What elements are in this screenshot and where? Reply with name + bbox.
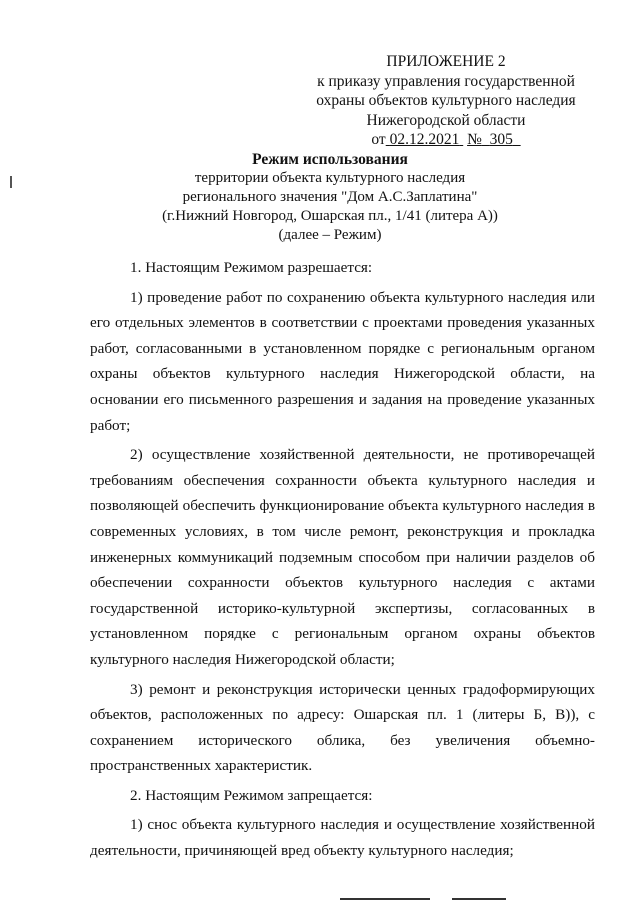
footer-rule-left bbox=[340, 898, 430, 900]
heading-line-4: (далее – Режим) bbox=[278, 227, 382, 243]
heading-line-3: (г.Нижний Новгород, Ошарская пл., 1/41 (литера А)) bbox=[162, 208, 498, 224]
scan-artifact-mark bbox=[10, 176, 12, 188]
footer-rule-right bbox=[452, 898, 506, 900]
appendix-line-2: охраны объектов культурного наследия bbox=[316, 92, 576, 109]
allowed-item-1: 1) проведение работ по сохранению объекта культурного наследия или его отдельных элементов в соответствии с проектами проведения указанных работ, согласованными в установленном порядке с региональным органом охраны объектов культурного наследия Нижегородской области, на основании его письменного разрешения и задания на проведение указанных работ; bbox=[90, 288, 595, 434]
date-prefix: от bbox=[371, 131, 386, 148]
heading-title: Режим использования bbox=[252, 151, 408, 168]
appendix-date-line bbox=[296, 130, 596, 150]
section-2-heading: 2. Настоящим Режимом запрещается: bbox=[130, 786, 373, 804]
appendix-line-1: к приказу управления государственной bbox=[317, 72, 575, 90]
section-1-heading: 1. Настоящим Режимом разрешается: bbox=[130, 259, 373, 276]
heading-line-2: регионального значения "Дом А.С.Заплатина" bbox=[182, 189, 478, 205]
regime-heading bbox=[60, 150, 600, 245]
appendix-block bbox=[296, 52, 596, 150]
order-number: № 305 bbox=[467, 131, 513, 148]
prohibited-item-1: 1) снос объекта культурного наследия и осуществление хозяйственной деятельности, причиняющей вред объекту культурного наследия; bbox=[90, 816, 595, 860]
order-date: 02.12.2021 bbox=[389, 131, 460, 148]
allowed-item-2: 2) осуществление хозяйственной деятельности, не противоречащей требованиям обеспечения сохранности объекта культурного наследия и позволяющей обеспечить функционирование объекта культурного наследия в современных условиях, в том числе ремонт, реконструкция и прокладка инженерных коммуникаций подземным способом при наличии разделов об обеспечении сохранности объектов культурного наследия с актами государственной историко-культурной экспертизы, согласованных в установленном порядке с региональным органом охраны объектов культурного наследия Нижегородской области; bbox=[90, 446, 595, 668]
document-body bbox=[90, 255, 595, 864]
appendix-line-3: Нижегородской области bbox=[366, 111, 526, 129]
appendix-title: ПРИЛОЖЕНИЕ 2 bbox=[386, 53, 506, 70]
heading-line-1: территории объекта культурного наследия bbox=[194, 170, 466, 186]
allowed-item-3: 3) ремонт и реконструкция исторически ценных градоформирующих объектов, расположенных по адресу: Ошарская пл. 1 (литеры Б, В)), с сохранением исторического облика, без увеличения объемно-пространственных характеристик. bbox=[90, 680, 595, 775]
